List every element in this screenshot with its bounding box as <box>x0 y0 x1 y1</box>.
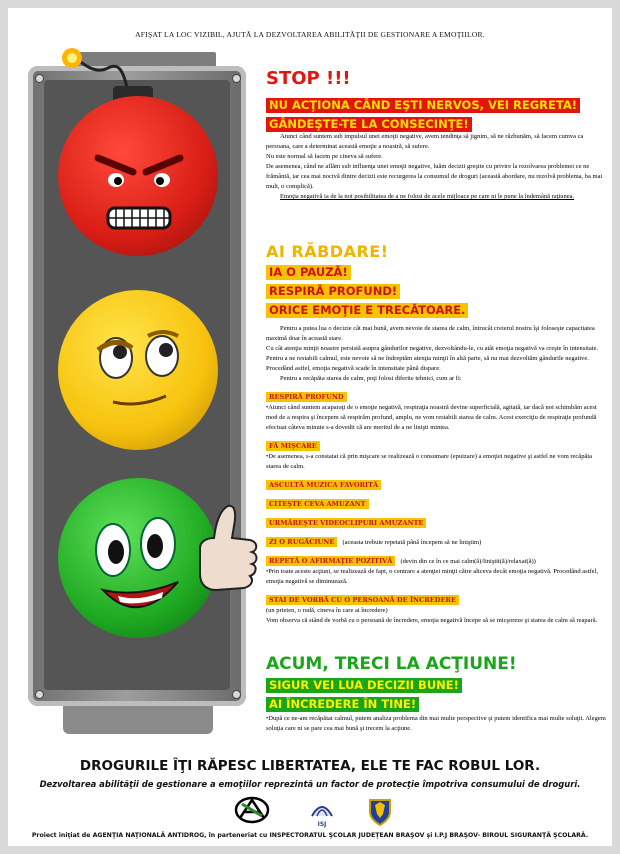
action-paragraph-1: •După ce ne-am recăpătat calmul, putem analiza problema din mai multe perspective şi putem identifica mai multe soluţii. Alegem soluţia care ni se pare cea mai bună şi trecem la acţiune. <box>266 715 606 732</box>
patience-paragraph-2: Cu cât atenţia minţii noastre persistă asupra gândurilor negative, dezvoltându-le, cu atât emoţia negativă va creşte în intensitate. Pentru a ne restabili calmul, este nevoie să ne îndreptăm atenţia minţii în altă parte, să nu mai dezvoltăm gândurile negative. Procedând astfel, emoţia negativă scade în intensitate până dispare. <box>266 345 599 372</box>
screw-icon <box>232 690 241 699</box>
footer-subtitle: Dezvoltarea abilităţii de gestionare a emoţiilor reprezintă un factor de protecţie împotriva consumului de droguri. <box>39 779 581 789</box>
action-title: ACUM, TRECI LA ACŢIUNE! <box>266 654 517 674</box>
stop-paragraph-1: Atunci când suntem sub impulsul unei emoţii negative, avem tendinţa să jignim, să ne răzbunăm, să facem cumva ca persoana, care a determinat această emoţie a noastră, să sufere. <box>266 133 584 150</box>
tip-videos: URMĂREŞTE VIDEOCLIPURI AMUZANTE <box>266 518 426 528</box>
patience-paragraph-7: (un prieten, o rudă, cineva în care ai încredere) <box>266 607 388 614</box>
action-banner-1: SIGUR VEI LUA DECIZII BUNE! <box>266 678 462 693</box>
ana-logo-icon <box>234 796 270 824</box>
stop-paragraph-3: De asemenea, când ne aflăm sub influenţa unei emoţii negative, luăm deciziі greşite cu privire la rezolvarea problemei ce ne frământă, iar cea mai nocivă dintre decizii este recurgerea la consumul de droguri (această abordare, nu rezolvă problema, ba mai mult, o complică). <box>266 163 603 190</box>
tip-move: FĂ MIŞCARE <box>266 441 320 451</box>
stop-paragraph-2: Nu este normal să facem pe cineva să sufere. <box>266 153 383 160</box>
patience-paragraph-1: Pentru a putea lua o decizie cât mai bună, avem nevoie de starea de calm, întrucât creierul nostru îşi foloseşte capacitatea maximă doar în această stare. <box>266 325 595 342</box>
isj-logo-text: ISJ <box>317 821 327 828</box>
tip-prayer-note: (aceasta trebuie repetată până începem să ne liniştim) <box>342 539 482 546</box>
tip-prayer: ZI O RUGĂCIUNE <box>266 537 337 547</box>
red-angry-face-icon <box>58 96 218 256</box>
tip-music: ASCULTĂ MUZICA FAVORITĂ <box>266 480 381 490</box>
patience-banner-2: RESPIRĂ PROFUND! <box>266 284 400 299</box>
tip-breathe: RESPIRĂ PROFUND <box>266 392 347 402</box>
patience-banner-1: IA O PAUZĂ! <box>266 265 351 280</box>
header-note: AFIŞAT LA LOC VIZIBIL, AJUTĂ LA DEZVOLTAREA ABILITĂŢII DE GESTIONARE A EMOŢIILOR. <box>135 30 485 39</box>
patience-paragraph-3: Pentru a recăpăta starea de calm, poţi folosi diferite tehnici, cum ar fi: <box>280 375 462 382</box>
patience-title: AI RĂBDARE! <box>266 242 389 261</box>
stop-banner-1: NU ACŢIONA CÂND EŞTI NERVOS, VEI REGRETA! <box>266 98 580 113</box>
police-crest-icon <box>368 796 392 826</box>
screw-icon <box>35 690 44 699</box>
stop-paragraph-4: Emoţia negativă ia de la noi posibilitatea de a ne folosi de acele mijloace pe care ni le pune la îndemână raţiunea. <box>280 193 575 200</box>
stop-banner-2: GÂNDEŞTE-TE LA CONSECINŢE! <box>266 117 472 132</box>
action-banner-2: AI ÎNCREDERE ÎN TINE! <box>266 697 419 712</box>
isj-logo-icon <box>308 796 336 826</box>
patience-paragraph-5: •De asemenea, s-a constatat că prin mişcare se realizează o consumare (epuizare) a emoţiei negative şi astfel ne vom recăpăta starea de calm. <box>266 453 593 470</box>
patience-paragraph-4: •Atunci când suntem acaparaţi de o emoţie negativă, respiraţia noastră devine superficială, agitată, iar dacă noi schimbăm acest mod de a respira şi începem să respirăm profund, amplu, ne vom restabili starea de calm. Acest exerciţiu de respiraţie profundă efectuat câteva minute s-a dovedit că are meritul de a ne linişti mintea. <box>266 404 597 431</box>
yellow-thinking-face-icon <box>58 290 218 450</box>
patience-paragraph-6: •Prin toate aceste acţiuni, se realizează de fapt, o centrare a atenţiei minţii către altceva decât emoţia negativă. Procedând astfel, emoţia negativă se diminuează. <box>266 568 598 585</box>
traffic-light-base <box>63 706 213 734</box>
tip-affirmation: REPETĂ O AFIRMAŢIE POZITIVĂ <box>266 556 395 566</box>
tip-read: CITEŞTE CEVA AMUZANT <box>266 499 369 509</box>
stop-title: STOP !!! <box>266 68 351 89</box>
patience-paragraph-8: Vom observa că stând de vorbă cu o persoană de încredere, emoţia negativă începe să se micşoreze şi starea de calm să reapară. <box>266 617 598 624</box>
thumbs-up-icon <box>194 502 264 602</box>
tip-talk: STAI DE VORBĂ CU O PERSOANĂ DE ÎNCREDERE <box>266 595 459 605</box>
footer-slogan: DROGURILE ÎŢI RĂPESC LIBERTATEA, ELE TE FAC ROBUL LOR. <box>79 758 541 774</box>
patience-banner-3: ORICE EMOŢIE E TRECĂTOARE. <box>266 303 468 318</box>
poster <box>8 8 612 846</box>
tip-affirmation-note: (devin din ce în ce mai calm(ă)/liniştit(ă)/relaxat(ă)) <box>400 558 536 565</box>
footer-credits: Proiect iniţiat de AGENŢIA NAŢIONALĂ ANTIDROG, în parteneriat cu INSPECTORATUL ŞCOLAR JUDEŢEAN BRAŞOV şi I.P.J BRAŞOV- BIROUL SIGURANŢĂ ŞCOLARĂ. <box>31 832 589 839</box>
